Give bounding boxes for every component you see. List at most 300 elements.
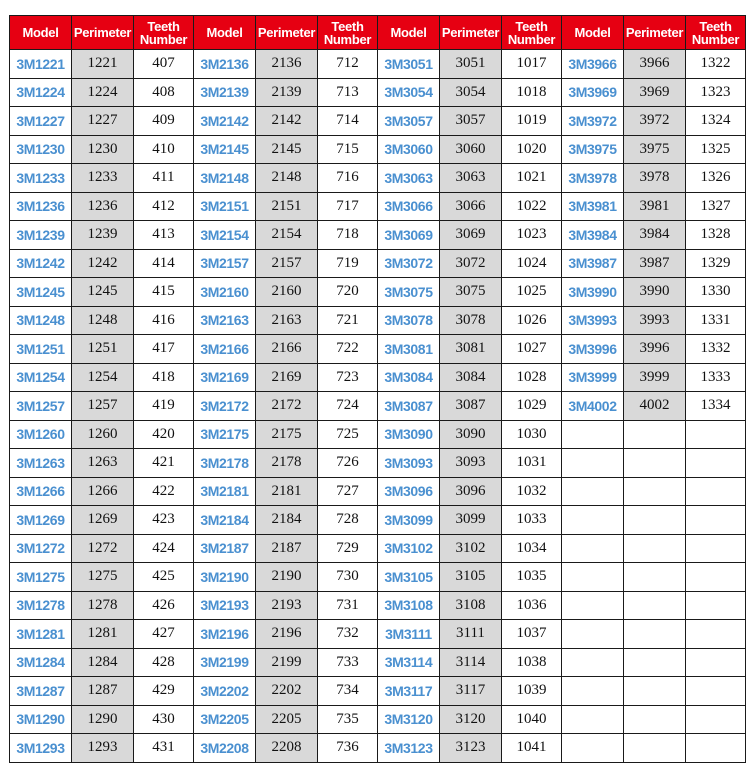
- teeth-cell: 724: [318, 392, 378, 421]
- model-cell: 3M2148: [194, 164, 256, 193]
- header-teeth-number: [318, 16, 378, 50]
- teeth-cell: 427: [134, 620, 194, 649]
- table-row: [10, 135, 746, 164]
- header-model: Model: [10, 16, 72, 50]
- table-body: [10, 50, 746, 763]
- perimeter-cell: 3975: [624, 135, 686, 164]
- model-cell: 3M1281: [10, 620, 72, 649]
- model-cell: 3M2145: [194, 135, 256, 164]
- header-perimeter: Perimeter: [256, 16, 318, 50]
- model-cell: 3M2184: [194, 506, 256, 535]
- model-cell: 3M3972: [562, 107, 624, 136]
- perimeter-cell: 3057: [440, 107, 502, 136]
- perimeter-cell: 3966: [624, 50, 686, 79]
- teeth-cell: 1022: [502, 192, 562, 221]
- teeth-cell: 1322: [686, 50, 746, 79]
- model-cell: 3M3987: [562, 249, 624, 278]
- perimeter-cell: 1287: [72, 677, 134, 706]
- teeth-cell: 727: [318, 477, 378, 506]
- header-teeth-line2: Number: [139, 31, 188, 47]
- teeth-cell: 1030: [502, 420, 562, 449]
- perimeter-cell: 2175: [256, 420, 318, 449]
- model-cell: 3M3978: [562, 164, 624, 193]
- perimeter-cell: 3093: [440, 449, 502, 478]
- empty-cell: [624, 620, 686, 649]
- perimeter-cell: 3120: [440, 705, 502, 734]
- teeth-cell: 731: [318, 591, 378, 620]
- teeth-cell: 736: [318, 734, 378, 763]
- teeth-cell: 1036: [502, 591, 562, 620]
- model-cell: 3M1227: [10, 107, 72, 136]
- teeth-cell: 1037: [502, 620, 562, 649]
- perimeter-cell: 3117: [440, 677, 502, 706]
- perimeter-cell: 3999: [624, 363, 686, 392]
- empty-cell: [562, 591, 624, 620]
- table-row: [10, 164, 746, 193]
- model-cell: 3M3078: [378, 306, 440, 335]
- perimeter-cell: 1278: [72, 591, 134, 620]
- header-teeth-number: [502, 16, 562, 50]
- model-cell: 3M1245: [10, 278, 72, 307]
- teeth-cell: 729: [318, 534, 378, 563]
- teeth-cell: 1033: [502, 506, 562, 535]
- table-row: [10, 335, 746, 364]
- model-cell: 3M1287: [10, 677, 72, 706]
- teeth-cell: 421: [134, 449, 194, 478]
- empty-cell: [562, 477, 624, 506]
- perimeter-cell: 3981: [624, 192, 686, 221]
- model-cell: 3M1275: [10, 563, 72, 592]
- perimeter-cell: 4002: [624, 392, 686, 421]
- model-cell: 3M1248: [10, 306, 72, 335]
- perimeter-cell: 1281: [72, 620, 134, 649]
- teeth-cell: 1332: [686, 335, 746, 364]
- empty-cell: [562, 677, 624, 706]
- teeth-cell: 1023: [502, 221, 562, 250]
- model-cell: 3M2196: [194, 620, 256, 649]
- table-row: [10, 620, 746, 649]
- teeth-cell: 1029: [502, 392, 562, 421]
- perimeter-cell: 2184: [256, 506, 318, 535]
- header-teeth-line1: Teeth: [331, 18, 364, 34]
- perimeter-cell: 3987: [624, 249, 686, 278]
- perimeter-cell: 1290: [72, 705, 134, 734]
- teeth-cell: 720: [318, 278, 378, 307]
- header-teeth-line1: Teeth: [699, 18, 732, 34]
- table-row: [10, 78, 746, 107]
- model-cell: 3M3120: [378, 705, 440, 734]
- perimeter-cell: 3090: [440, 420, 502, 449]
- model-cell: 3M2175: [194, 420, 256, 449]
- perimeter-cell: 1227: [72, 107, 134, 136]
- teeth-cell: 407: [134, 50, 194, 79]
- header-teeth-number: [134, 16, 194, 50]
- model-cell: 3M3969: [562, 78, 624, 107]
- model-cell: 3M3123: [378, 734, 440, 763]
- perimeter-cell: 1221: [72, 50, 134, 79]
- teeth-cell: 1328: [686, 221, 746, 250]
- teeth-cell: 1325: [686, 135, 746, 164]
- empty-cell: [686, 648, 746, 677]
- perimeter-cell: 1233: [72, 164, 134, 193]
- perimeter-cell: 1266: [72, 477, 134, 506]
- table-row: [10, 506, 746, 535]
- teeth-cell: 1323: [686, 78, 746, 107]
- perimeter-cell: 1236: [72, 192, 134, 221]
- empty-cell: [624, 449, 686, 478]
- perimeter-cell: 3984: [624, 221, 686, 250]
- model-cell: 3M2193: [194, 591, 256, 620]
- model-cell: 3M2172: [194, 392, 256, 421]
- perimeter-cell: 3978: [624, 164, 686, 193]
- model-cell: 3M2163: [194, 306, 256, 335]
- empty-cell: [686, 420, 746, 449]
- teeth-cell: 718: [318, 221, 378, 250]
- perimeter-cell: 1251: [72, 335, 134, 364]
- empty-cell: [562, 648, 624, 677]
- perimeter-cell: 1272: [72, 534, 134, 563]
- teeth-cell: 1019: [502, 107, 562, 136]
- perimeter-cell: 1284: [72, 648, 134, 677]
- model-cell: 3M3090: [378, 420, 440, 449]
- model-cell: 3M1284: [10, 648, 72, 677]
- perimeter-cell: 2205: [256, 705, 318, 734]
- model-cell: 3M3975: [562, 135, 624, 164]
- teeth-cell: 732: [318, 620, 378, 649]
- teeth-cell: 735: [318, 705, 378, 734]
- model-cell: 3M1260: [10, 420, 72, 449]
- empty-cell: [686, 477, 746, 506]
- header-teeth-line1: Teeth: [515, 18, 548, 34]
- teeth-cell: 1329: [686, 249, 746, 278]
- model-cell: 3M2181: [194, 477, 256, 506]
- teeth-cell: 715: [318, 135, 378, 164]
- perimeter-cell: 3084: [440, 363, 502, 392]
- perimeter-cell: 3108: [440, 591, 502, 620]
- teeth-cell: 1018: [502, 78, 562, 107]
- model-cell: 3M2157: [194, 249, 256, 278]
- perimeter-cell: 3114: [440, 648, 502, 677]
- model-cell: 3M1233: [10, 164, 72, 193]
- teeth-cell: 717: [318, 192, 378, 221]
- model-cell: 3M1266: [10, 477, 72, 506]
- perimeter-cell: 2139: [256, 78, 318, 107]
- empty-cell: [686, 705, 746, 734]
- empty-cell: [686, 534, 746, 563]
- model-cell: 3M3996: [562, 335, 624, 364]
- empty-cell: [624, 506, 686, 535]
- teeth-cell: 1031: [502, 449, 562, 478]
- teeth-cell: 1324: [686, 107, 746, 136]
- model-cell: 3M2199: [194, 648, 256, 677]
- empty-cell: [686, 620, 746, 649]
- model-cell: 3M3102: [378, 534, 440, 563]
- model-cell: 3M2205: [194, 705, 256, 734]
- perimeter-cell: 2157: [256, 249, 318, 278]
- teeth-cell: 730: [318, 563, 378, 592]
- perimeter-cell: 2142: [256, 107, 318, 136]
- teeth-cell: 1034: [502, 534, 562, 563]
- model-cell: 3M3093: [378, 449, 440, 478]
- model-cell: 3M1278: [10, 591, 72, 620]
- model-cell: 3M1269: [10, 506, 72, 535]
- model-cell: 3M2187: [194, 534, 256, 563]
- teeth-cell: 1040: [502, 705, 562, 734]
- empty-cell: [562, 449, 624, 478]
- model-cell: 3M3114: [378, 648, 440, 677]
- empty-cell: [624, 705, 686, 734]
- perimeter-cell: 2190: [256, 563, 318, 592]
- perimeter-cell: 1248: [72, 306, 134, 335]
- teeth-cell: 1326: [686, 164, 746, 193]
- perimeter-cell: 1242: [72, 249, 134, 278]
- teeth-cell: 1334: [686, 392, 746, 421]
- perimeter-cell: 2178: [256, 449, 318, 478]
- table-row: [10, 50, 746, 79]
- model-cell: 3M3087: [378, 392, 440, 421]
- header-teeth-line1: Teeth: [147, 18, 180, 34]
- table-row: [10, 306, 746, 335]
- teeth-cell: 416: [134, 306, 194, 335]
- model-cell: 3M3099: [378, 506, 440, 535]
- perimeter-cell: 1275: [72, 563, 134, 592]
- teeth-cell: 411: [134, 164, 194, 193]
- perimeter-cell: 3060: [440, 135, 502, 164]
- model-cell: 3M2154: [194, 221, 256, 250]
- teeth-cell: 723: [318, 363, 378, 392]
- perimeter-cell: 1245: [72, 278, 134, 307]
- header-teeth-line2: Number: [507, 31, 556, 47]
- model-cell: 3M2136: [194, 50, 256, 79]
- empty-cell: [562, 534, 624, 563]
- model-cell: 3M3096: [378, 477, 440, 506]
- table-header: [10, 16, 746, 50]
- empty-cell: [624, 734, 686, 763]
- perimeter-cell: 2187: [256, 534, 318, 563]
- perimeter-cell: 2193: [256, 591, 318, 620]
- empty-cell: [562, 705, 624, 734]
- teeth-cell: 721: [318, 306, 378, 335]
- table-row: [10, 249, 746, 278]
- model-cell: 3M3984: [562, 221, 624, 250]
- teeth-cell: 415: [134, 278, 194, 307]
- teeth-cell: 424: [134, 534, 194, 563]
- model-cell: 3M3060: [378, 135, 440, 164]
- table-row: [10, 363, 746, 392]
- header-perimeter: Perimeter: [440, 16, 502, 50]
- model-cell: 3M2142: [194, 107, 256, 136]
- perimeter-cell: 1257: [72, 392, 134, 421]
- empty-cell: [686, 449, 746, 478]
- belt-spec-table: [9, 15, 746, 763]
- perimeter-cell: 3990: [624, 278, 686, 307]
- model-cell: 3M3057: [378, 107, 440, 136]
- teeth-cell: 714: [318, 107, 378, 136]
- perimeter-cell: 2154: [256, 221, 318, 250]
- perimeter-cell: 3099: [440, 506, 502, 535]
- empty-cell: [562, 734, 624, 763]
- perimeter-cell: 3075: [440, 278, 502, 307]
- empty-cell: [562, 563, 624, 592]
- empty-cell: [686, 734, 746, 763]
- perimeter-cell: 3105: [440, 563, 502, 592]
- teeth-cell: 733: [318, 648, 378, 677]
- perimeter-cell: 2166: [256, 335, 318, 364]
- teeth-cell: 712: [318, 50, 378, 79]
- perimeter-cell: 3078: [440, 306, 502, 335]
- model-cell: 3M3075: [378, 278, 440, 307]
- model-cell: 3M3105: [378, 563, 440, 592]
- teeth-cell: 414: [134, 249, 194, 278]
- perimeter-cell: 1230: [72, 135, 134, 164]
- teeth-cell: 1024: [502, 249, 562, 278]
- model-cell: 3M1224: [10, 78, 72, 107]
- teeth-cell: 417: [134, 335, 194, 364]
- perimeter-cell: 3066: [440, 192, 502, 221]
- model-cell: 3M3990: [562, 278, 624, 307]
- header-teeth-line2: Number: [691, 31, 740, 47]
- perimeter-cell: 2169: [256, 363, 318, 392]
- teeth-cell: 1327: [686, 192, 746, 221]
- perimeter-cell: 3087: [440, 392, 502, 421]
- table-row: [10, 192, 746, 221]
- table-row: [10, 278, 746, 307]
- perimeter-cell: 2199: [256, 648, 318, 677]
- teeth-cell: 725: [318, 420, 378, 449]
- teeth-cell: 419: [134, 392, 194, 421]
- perimeter-cell: 3054: [440, 78, 502, 107]
- model-cell: 3M3966: [562, 50, 624, 79]
- teeth-cell: 1027: [502, 335, 562, 364]
- model-cell: 3M1242: [10, 249, 72, 278]
- teeth-cell: 426: [134, 591, 194, 620]
- header-perimeter: Perimeter: [72, 16, 134, 50]
- teeth-cell: 410: [134, 135, 194, 164]
- perimeter-cell: 2136: [256, 50, 318, 79]
- perimeter-cell: 1254: [72, 363, 134, 392]
- header-model: Model: [194, 16, 256, 50]
- table-row: [10, 221, 746, 250]
- teeth-cell: 1017: [502, 50, 562, 79]
- perimeter-cell: 3111: [440, 620, 502, 649]
- teeth-cell: 1333: [686, 363, 746, 392]
- empty-cell: [562, 420, 624, 449]
- header-teeth-line2: Number: [323, 31, 372, 47]
- teeth-cell: 430: [134, 705, 194, 734]
- teeth-cell: 412: [134, 192, 194, 221]
- perimeter-cell: 1260: [72, 420, 134, 449]
- teeth-cell: 719: [318, 249, 378, 278]
- perimeter-cell: 2196: [256, 620, 318, 649]
- model-cell: 3M2190: [194, 563, 256, 592]
- belt-spec-table-container: [9, 15, 746, 763]
- table-row: [10, 534, 746, 563]
- teeth-cell: 422: [134, 477, 194, 506]
- perimeter-cell: 1224: [72, 78, 134, 107]
- perimeter-cell: 2148: [256, 164, 318, 193]
- model-cell: 3M1251: [10, 335, 72, 364]
- teeth-cell: 716: [318, 164, 378, 193]
- teeth-cell: 1021: [502, 164, 562, 193]
- header-teeth-number: [686, 16, 746, 50]
- perimeter-cell: 3123: [440, 734, 502, 763]
- model-cell: 3M3108: [378, 591, 440, 620]
- header-perimeter: Perimeter: [624, 16, 686, 50]
- model-cell: 3M3111: [378, 620, 440, 649]
- teeth-cell: 1331: [686, 306, 746, 335]
- teeth-cell: 1025: [502, 278, 562, 307]
- model-cell: 3M2160: [194, 278, 256, 307]
- perimeter-cell: 2181: [256, 477, 318, 506]
- model-cell: 3M3084: [378, 363, 440, 392]
- teeth-cell: 728: [318, 506, 378, 535]
- empty-cell: [624, 648, 686, 677]
- model-cell: 3M1230: [10, 135, 72, 164]
- empty-cell: [624, 420, 686, 449]
- perimeter-cell: 2202: [256, 677, 318, 706]
- teeth-cell: 1028: [502, 363, 562, 392]
- empty-cell: [624, 563, 686, 592]
- teeth-cell: 1038: [502, 648, 562, 677]
- model-cell: 3M1290: [10, 705, 72, 734]
- model-cell: 3M1272: [10, 534, 72, 563]
- model-cell: 3M3981: [562, 192, 624, 221]
- perimeter-cell: 3069: [440, 221, 502, 250]
- table-row: [10, 107, 746, 136]
- perimeter-cell: 3063: [440, 164, 502, 193]
- perimeter-cell: 2151: [256, 192, 318, 221]
- perimeter-cell: 1293: [72, 734, 134, 763]
- teeth-cell: 409: [134, 107, 194, 136]
- header-model: Model: [378, 16, 440, 50]
- teeth-cell: 734: [318, 677, 378, 706]
- teeth-cell: 1039: [502, 677, 562, 706]
- empty-cell: [686, 591, 746, 620]
- perimeter-cell: 3969: [624, 78, 686, 107]
- perimeter-cell: 3102: [440, 534, 502, 563]
- table-row: [10, 477, 746, 506]
- teeth-cell: 1035: [502, 563, 562, 592]
- table-row: [10, 648, 746, 677]
- teeth-cell: 1330: [686, 278, 746, 307]
- model-cell: 3M3993: [562, 306, 624, 335]
- teeth-cell: 431: [134, 734, 194, 763]
- table-row: [10, 420, 746, 449]
- empty-cell: [686, 506, 746, 535]
- perimeter-cell: 1263: [72, 449, 134, 478]
- perimeter-cell: 2163: [256, 306, 318, 335]
- table-row: [10, 591, 746, 620]
- perimeter-cell: 2160: [256, 278, 318, 307]
- table-row: [10, 563, 746, 592]
- teeth-cell: 726: [318, 449, 378, 478]
- empty-cell: [624, 534, 686, 563]
- teeth-cell: 418: [134, 363, 194, 392]
- teeth-cell: 1026: [502, 306, 562, 335]
- model-cell: 3M2178: [194, 449, 256, 478]
- model-cell: 3M1263: [10, 449, 72, 478]
- teeth-cell: 428: [134, 648, 194, 677]
- perimeter-cell: 3072: [440, 249, 502, 278]
- perimeter-cell: 1239: [72, 221, 134, 250]
- model-cell: 3M2208: [194, 734, 256, 763]
- empty-cell: [562, 506, 624, 535]
- model-cell: 3M1221: [10, 50, 72, 79]
- model-cell: 3M3063: [378, 164, 440, 193]
- teeth-cell: 713: [318, 78, 378, 107]
- model-cell: 3M3117: [378, 677, 440, 706]
- table-row: [10, 677, 746, 706]
